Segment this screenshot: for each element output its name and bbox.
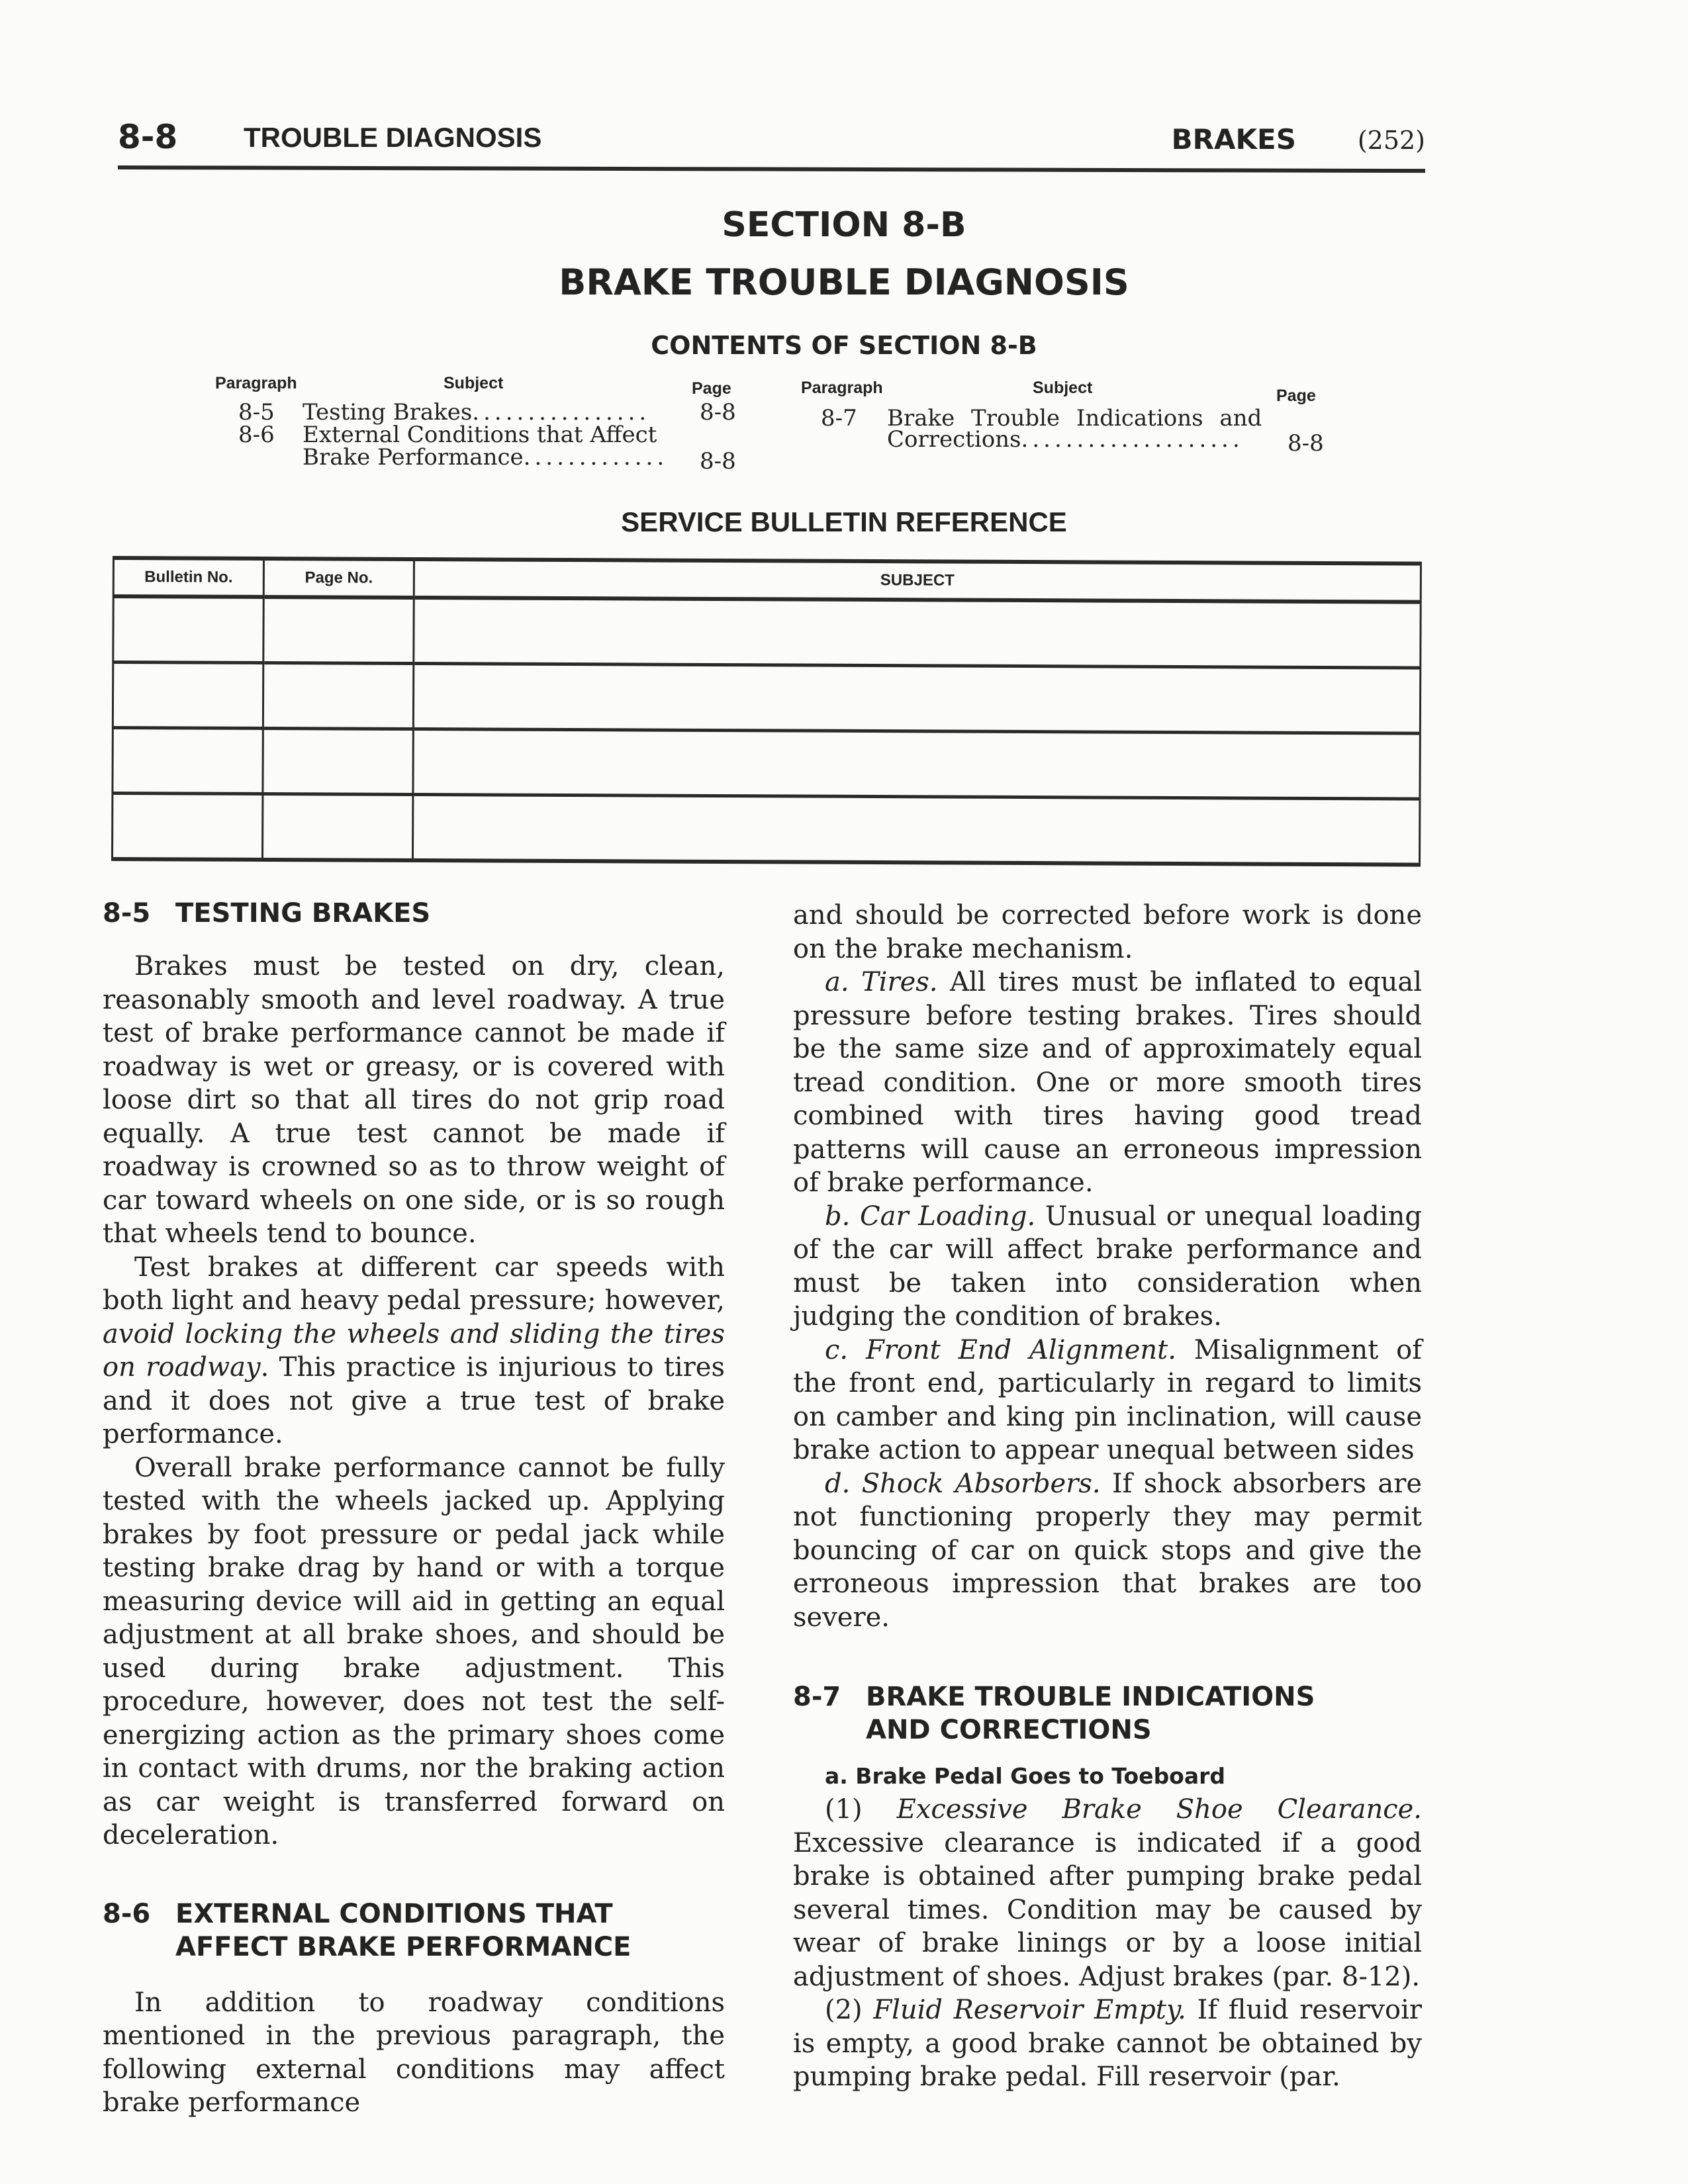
heading-8-7: 8-7 BRAKE TROUBLE INDICATIONS AND CORRECTIONS (793, 1682, 1315, 1745)
paragraph: Test brakes at different car speeds with both light and heavy pedal pressure; however, avoid locking the wheels and sliding the tires on roadway. This practice is injurious to tires and it does not give a true test of brake performance. (103, 1251, 725, 1449)
toc-header-paragraph: Paragraph (215, 374, 297, 392)
table-row (113, 662, 1420, 734)
table-row (113, 794, 1420, 865)
column-header-page-no: Page No. (263, 559, 414, 598)
page-title: BRAKE TROUBLE DIAGNOSIS (559, 261, 1129, 303)
column-header-bulletin-no: Bulletin No. (113, 558, 263, 597)
paragraph: Brakes must be tested on dry, clean, reasonably smooth and level roadway. A true test of brake performance cannot be made if roadway is wet or greasy, or is covered with loose dirt so that all tires do not grip road equally. A true test cannot be made if roadway is crowned so as to throw weight of car toward wheels on one side, or is so rough that wheels tend to bounce. (103, 951, 725, 1249)
paragraph-shock-absorbers: d. Shock Absorbers. If shock absorbers are not functioning properly they may permit bouncing of car on quick stops and give the erroneous impression that brakes are too severe. (793, 1468, 1422, 1633)
heading-8-6: 8-6 EXTERNAL CONDITIONS THAT AFFECT BRAKE PERFORMANCE (103, 1898, 632, 1962)
column-header-subject: SUBJECT (414, 559, 1421, 602)
paragraph: Overall brake performance cannot be fully tested with the wheels jacked up. Applying brakes by foot pressure or pedal jack while testing brake drag by hand or with a torque measuring device will aid in getting an equal adjustment at all brake shoes, and should be used during brake adjustment. This procedure, however, does not test the self-energizing action as the primary shoes come in contact with drums, nor the braking action as car weight is transferred forward on deceleration. (103, 1452, 725, 1850)
contents-left: Paragraph Subject Page 8-5 Testing Brakes................ 8-8 8-6 External Conditions that Affect Brake Performance............. 8-8 (215, 374, 736, 475)
section-title: SECTION 8-B (722, 205, 966, 245)
toc-header-subject: Subject (444, 374, 504, 392)
paragraph: In addition to roadway conditions mentioned in the previous paragraph, the following external conditions may affect brake performance (103, 1987, 725, 2118)
chapter-label: BRAKES (1171, 123, 1296, 156)
subheading-brake-pedal-toeboard: a. Brake Pedal Goes to Toeboard (825, 1763, 1226, 1789)
toc-header-paragraph: Paragraph (801, 379, 883, 397)
toc-header-page: Page (1276, 387, 1316, 405)
header-rule (118, 165, 1425, 173)
contents-title: CONTENTS OF SECTION 8-B (651, 331, 1037, 360)
paragraph: and should be corrected before work is done on the brake mechanism. (793, 900, 1422, 964)
paragraph-car-loading: b. Car Loading. Unusual or unequal loading of the car will affect brake performance and must be taken into consideration when judging the condition of brakes. (793, 1201, 1422, 1332)
running-header (118, 118, 1425, 164)
table-row (113, 596, 1421, 668)
service-bulletin-title: SERVICE BULLETIN REFERENCE (621, 506, 1067, 537)
contents-right: Paragraph Subject Page 8-7 Brake Trouble Indications and Corrections.................... 8-8 (801, 379, 1324, 457)
paragraph-tires: a. Tires. All tires must be inflated to equal pressure before testing brakes. Tires should be the same size and of approximately equal tread condition. One or more smooth tires combined with tires having good tread patterns will cause an erroneous impression of brake performance. (793, 967, 1422, 1198)
page-label: 8-8 (118, 118, 178, 156)
section-label: TROUBLE DIAGNOSIS (244, 122, 542, 153)
table-row (113, 728, 1420, 799)
service-bulletin-table (111, 556, 1422, 867)
toc-header-subject: Subject (1033, 379, 1093, 397)
paragraph-excessive-clearance: (1) Excessive Brake Shoe Clearance. Excessive clearance is indicated if a good brake is obtained after pumping brake pedal several times. Condition may be caused by wear of brake linings or by a loose initial adjustment of shoes. Adjust brakes (par. 8-12). (793, 1794, 1422, 1992)
left-column (103, 897, 725, 2120)
paragraph-fluid-reservoir: (2) Fluid Reservoir Empty. If fluid reservoir is empty, a good brake cannot be obtained by pumping brake pedal. Fill reservoir (par. (793, 1995, 1423, 2092)
right-column (793, 899, 1422, 2094)
paragraph-front-end-alignment: c. Front End Alignment. Misalignment of the front end, particularly in regard to limits on camber and king pin inclination, will cause brake action to appear unequal between sides (793, 1334, 1422, 1465)
page-number: (252) (1357, 126, 1425, 155)
heading-8-5: 8-5 TESTING BRAKES (103, 898, 431, 929)
toc-header-page: Page (692, 379, 731, 398)
